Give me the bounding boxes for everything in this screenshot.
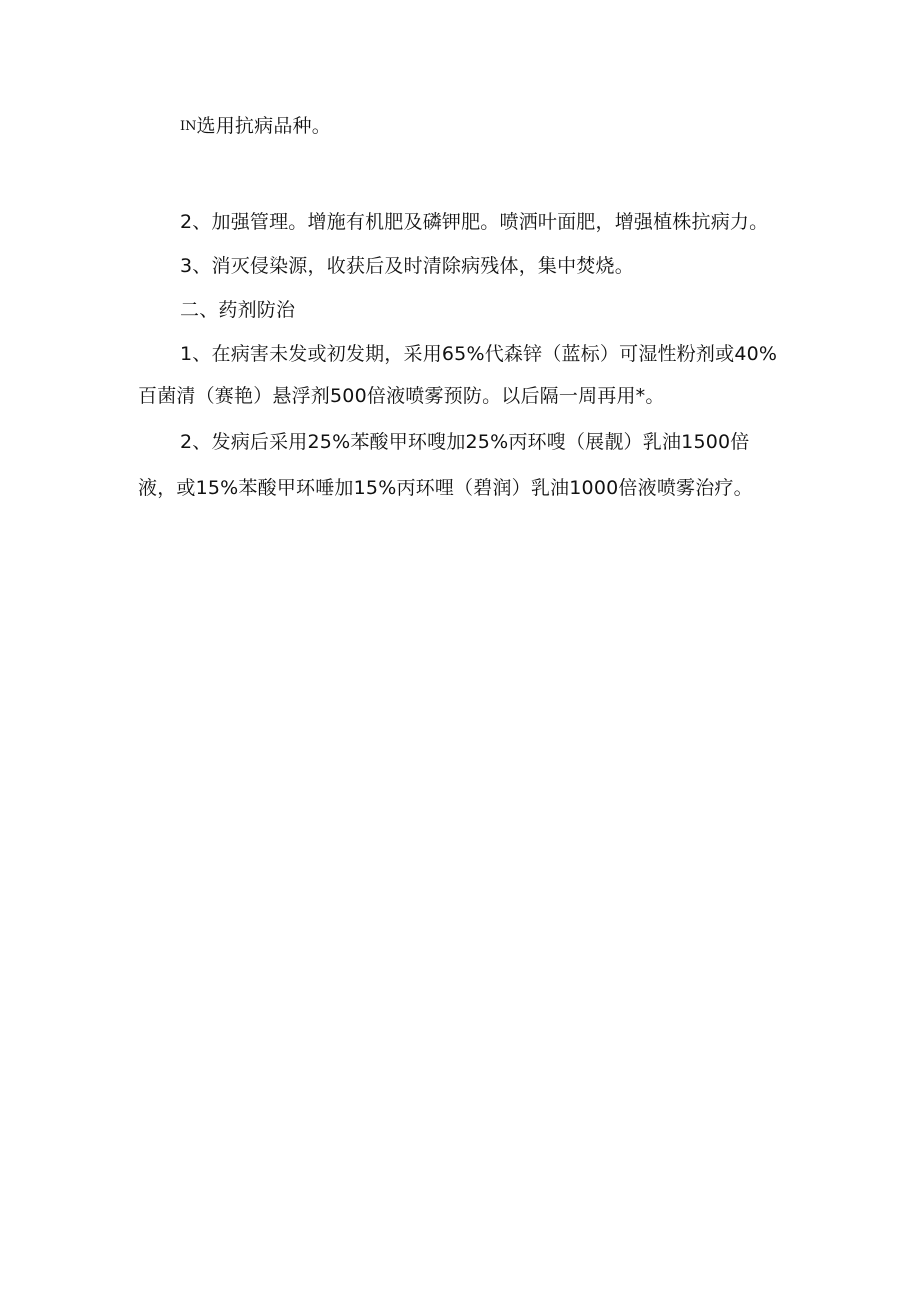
paragraph-infection-source: 3、消灭侵染源，收获后及时清除病残体，集中焚烧。 <box>180 255 634 277</box>
paragraph-management: 2、加强管理。增施有机肥及磷钾肥。喷洒叶面肥，增强植株抗病力。 <box>180 211 769 233</box>
paragraph-prevention-line-1: 1、在病害未发或初发期，采用65%代森锌（蓝标）可湿性粉剂或40% <box>180 343 778 365</box>
paragraph-treatment-line-2: 液，或15%苯酸甲环唾加15%丙环哩（碧润）乳油1000倍液喷雾治疗。 <box>138 477 753 499</box>
paragraph-treatment-line-1: 2、发病后采用25%苯酸甲环嗖加25%丙环嗖（展靓）乳油1500倍 <box>180 431 750 453</box>
section-heading: 二、药剂防治 <box>180 299 296 321</box>
list-item-resistant-varieties <box>180 114 331 139</box>
list-item-text: 选用抗病品种。 <box>196 115 331 137</box>
paragraph-prevention-line-2: 百菌清（赛艳）悬浮剂500倍液喷雾预防。以后隔一周再用*。 <box>138 385 665 407</box>
list-marker: IN <box>180 119 197 134</box>
